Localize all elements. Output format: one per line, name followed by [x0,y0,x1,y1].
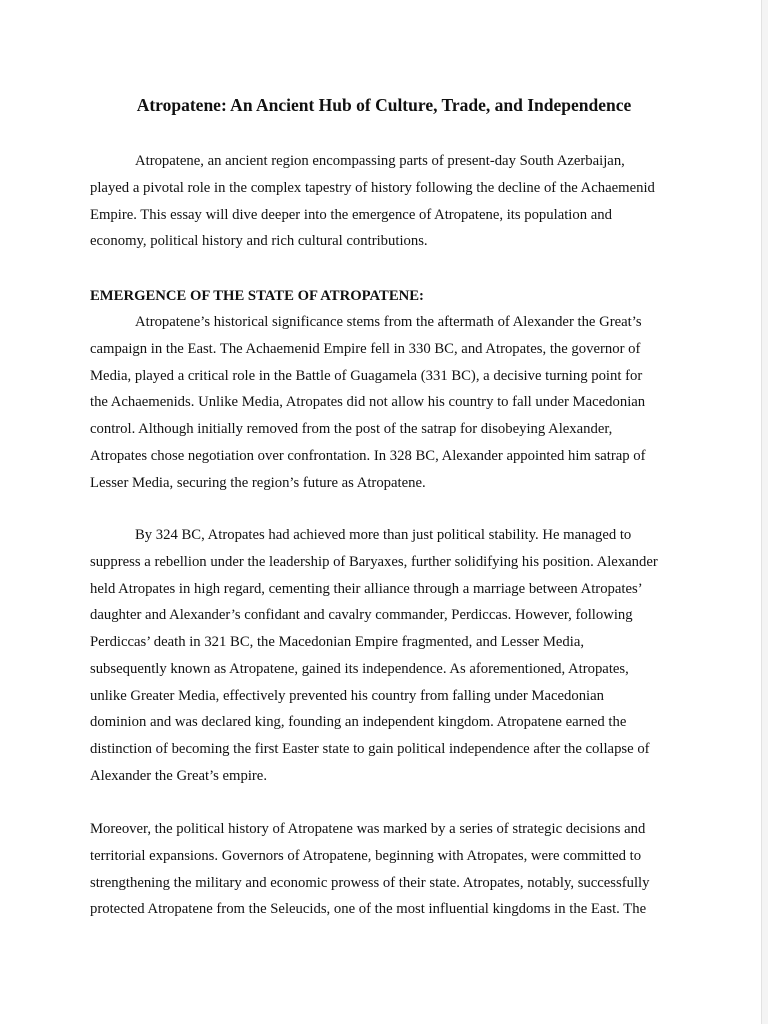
text-line: Media, played a critical role in the Battle of Guagamela (331 BC), a decisive turning point for [90,367,643,384]
intro-paragraph [90,148,682,255]
text-line: dominion and was declared king, founding an independent kingdom. Atropatene earned the [90,714,627,731]
text-line: Atropatene, an ancient region encompassing parts of present-day South Azerbaijan, [135,153,625,169]
text-line: Perdiccas’ death in 321 BC, the Macedonian Empire fragmented, and Lesser Media, [90,634,585,650]
text-line: Atropatene’s historical significance stems from the aftermath of Alexander the Great’s [135,314,642,330]
text-line: territorial expansions. Governors of Atropatene, beginning with Atropates, were committed to [90,847,642,864]
text-line: Alexander the Great’s empire. [90,767,267,784]
text-line: unlike Greater Media, effectively prevented his country from falling under Macedonian [90,687,605,704]
text-line: campaign in the East. The Achaemenid Empire fell in 330 BC, and Atropates, the governor of [90,340,641,357]
text-line: held Atropates in high regard, cementing their alliance through a marriage between Atropates’ [90,580,643,597]
body-paragraph-1 [90,309,682,496]
text-line: Atropates chose negotiation over confrontation. In 328 BC, Alexander appointed him satrap of [90,447,646,464]
text-line: strengthening the military and economic prowess of their state. Atropates, notably, successfully [90,874,650,891]
section-heading: EMERGENCE OF THE STATE OF ATROPATENE: [90,288,424,304]
text-line: Empire. This essay will dive deeper into the emergence of Atropatene, its population and [90,206,612,223]
text-line: By 324 BC, Atropates had achieved more than just political stability. He managed to [135,527,632,543]
document-title: Atropatene: An Ancient Hub of Culture, Trade, and Independence [136,95,632,115]
text-line: daughter and Alexander’s confidant and cavalry commander, Perdiccas. However, following [90,607,633,624]
text-line: subsequently known as Atropatene, gained its independence. As aforementioned, Atropates, [90,660,629,677]
text-line: economy, political history and rich cultural contributions. [90,233,428,250]
text-line: the Achaemenids. Unlike Media, Atropates did not allow his country to fall under Macedonian [90,394,646,411]
text-line: control. Although initially removed from the post of the satrap for disobeying Alexander, [90,421,613,437]
body-paragraph-3 [90,816,682,923]
text-line: Moreover, the political history of Atropatene was marked by a series of strategic decisions and [90,821,646,837]
body-paragraph-2 [90,522,682,790]
text-line: Lesser Media, securing the region’s future as Atropatene. [90,474,426,491]
text-line: played a pivotal role in the complex tapestry of history following the decline of the Achaemenid [90,179,655,196]
text-line: distinction of becoming the first Easter state to gain political independence after the collapse of [90,741,650,757]
text-line: suppress a rebellion under the leadership of Baryaxes, further solidifying his position. Alexander [90,553,658,570]
text-line: protected Atropatene from the Seleucids, one of the most influential kingdoms in the East. The [90,901,647,918]
